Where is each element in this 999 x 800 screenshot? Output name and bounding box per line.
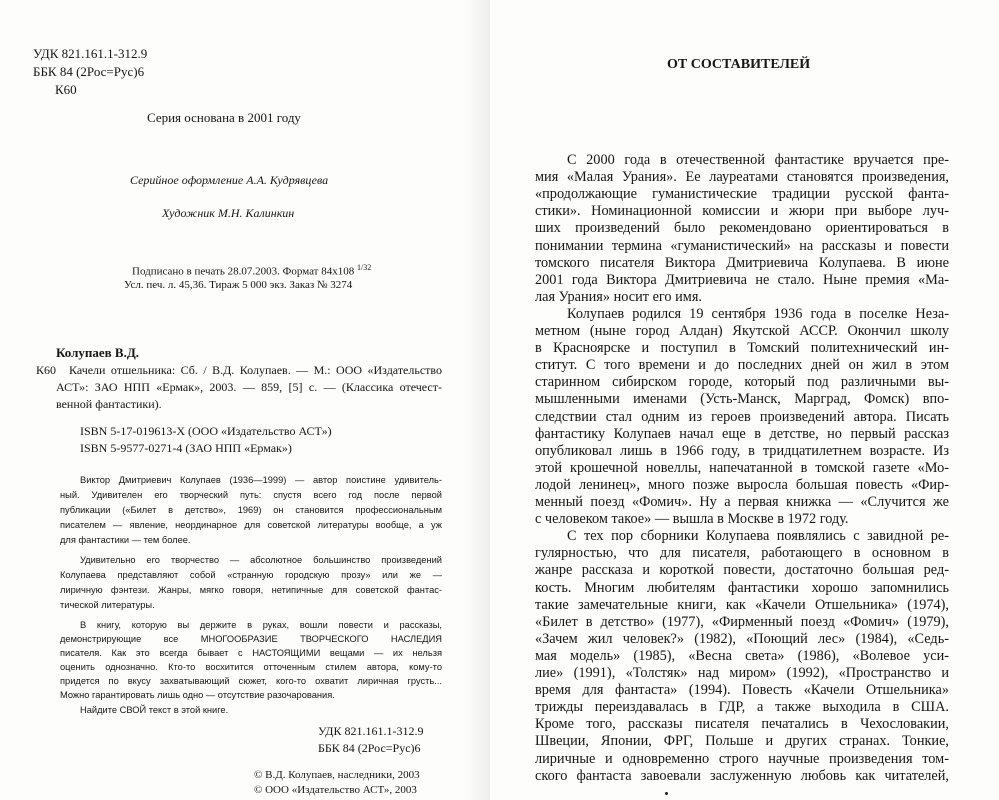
preface-line: такие замечательные книги, как «Качели Отшельника» (1974),	[535, 596, 949, 613]
preface-line: ститут. С того времени и до последних дней он жил в этом	[535, 357, 949, 374]
isbn-line: ISBN 5-17-019613-X (ООО «Издательство АСТ»)	[80, 424, 332, 438]
design-credit: Серийное оформление А.А. Кудрявцева	[130, 173, 329, 187]
preface-line: Кроме того, рассказы писателя печатались в Чехословакии,	[535, 716, 949, 733]
bottom-udk: УДК 821.161.1-312.9	[318, 724, 424, 738]
author-mark: К60	[55, 82, 77, 97]
preface-line: томского писателя Виктора Дмитриевича Колупаева. В июне	[535, 254, 949, 271]
preface-line: в Красноярске и поступил в Томский политехнический ин-	[535, 340, 949, 357]
catalog-mark: К60	[36, 363, 57, 377]
preface-line: ших произведений было рекомендовано ориентироваться в	[535, 220, 949, 237]
preface-line: старинном сибирском городе, который под различными вы-	[535, 374, 949, 391]
preface-line: лая Урания» носит его имя.	[535, 288, 702, 305]
preface-line: понимании термина «гуманистический» на рассказы и повести	[535, 237, 949, 254]
preface-line: Швеции, Японии, ФРГ, Польше и других странах. Тонкие,	[535, 733, 949, 750]
annotation-line: придется по вкусу захватывающий сюжет, кого-то охватит лиричная грусть...	[60, 676, 442, 686]
annotation-line: для фантастики — тем более.	[60, 535, 191, 545]
preface-line: гулярностью, что для писателя, работающего в основном в	[535, 545, 949, 562]
annotation-line: демонстрирующие все МНОГООБРАЗИЕ ТВОРЧЕСКОГО НАСЛЕДИЯ	[60, 634, 442, 644]
preface-line: трижды переиздавалась в ГДР, а также выходила в США.	[535, 699, 949, 716]
preface-line: менный поезд «Фомич». Ну а первая книжка — «Случится же	[535, 494, 949, 510]
annotation-line: В книгу, которую вы держите в руках, вошли повести и рассказы,	[80, 620, 442, 630]
copyright-author: © В.Д. Колупаев, наследники, 2003	[254, 769, 420, 781]
copyright-publisher: © ООО «Издательство АСТ», 2003	[254, 784, 417, 796]
series-note: Серия основана в 2001 году	[147, 110, 301, 125]
preface-line: метном (ныне город Алдан) Якутской АССР. Окончил школу	[535, 323, 949, 339]
annotation-line: Виктор Дмитриевич Колупаев (1936—1999) — автор поистине удивитель-	[80, 475, 442, 485]
preface-line: С тех пор сборники Колупаева появлялись с завидной ре-	[567, 528, 949, 545]
preface-line: этой крошечной новеллы, напечатанной в томской газете «Мо-	[535, 459, 949, 476]
bottom-bbk: ББК 84 (2Рос=Рус)6	[318, 741, 421, 755]
preface-line: лодой ленинец», много позже выросла большая повесть «Фир-	[535, 476, 949, 493]
print-info-line2: Усл. печ. л. 45,36. Тираж 5 000 экз. Заказ № 3274	[124, 279, 353, 291]
preface-line: лие» (1991), «Толстяк» над миром» (1992), «Пространство и	[535, 665, 949, 681]
preface-page	[490, 0, 999, 800]
catalog-line: венной фантастики).	[56, 397, 162, 411]
bbk-code: ББК 84 (2Рос=Рус)6	[33, 64, 145, 79]
annotation-line: Можно гарантировать лишь одно — отсутствие разочарования.	[60, 690, 335, 700]
preface-line: фантастику Колупаев начал еще в детстве, но первый рассказ	[535, 425, 949, 442]
annotation-line: Удивительно его творчество — абсолютное большинство произведений	[80, 555, 442, 565]
preface-line: мышленными именами (Усть-Манск, Марград, Фомск) впо-	[535, 391, 949, 408]
preface-line: время для фантаста» (1994). Повесть «Качели Отшельника»	[535, 682, 949, 699]
udk-code: УДК 821.161.1-312.9	[33, 46, 148, 61]
preface-line: лиричные и одновременно строго научные произведения том-	[535, 750, 949, 767]
annotation-line: писателя. Как это всегда бывает с НАСТОЯЩИМИ вещами — их нельзя	[60, 648, 442, 658]
preface-line: стики». Номинационной комиссии и жюри при выборе луч-	[535, 203, 949, 220]
annotation-line: Колупаева представляют собой «странную городскую прозу» или же —	[60, 570, 442, 580]
preface-line: ского фантаста завоевали заслуженную любовь как читателей,	[535, 767, 949, 784]
annotation-line: ный. Удивителен его творческий путь: спустя всего год после первой	[60, 490, 442, 500]
preface-line: С 2000 года в отечественной фантастике вручается пре-	[567, 152, 949, 168]
isbn-line: ISBN 5-9577-0271-4 (ЗАО НПП «Ермак»)	[80, 441, 292, 455]
preface-line: «Билет в детство» (1977), «Фирменный поезд «Фомич» (1979),	[535, 613, 949, 630]
preface-line: мая модель» (1985), «Весна света» (1986), «Волевое уси-	[535, 647, 949, 664]
page-gutter-shadow	[464, 0, 490, 800]
preface-line: опубликовал лишь в 1966 году, в тридцатилетнем возрасте. Из	[535, 442, 949, 459]
annotation-line: оценить однозначно. Кто-то восхитится отточенным стилем автора, кому-то	[60, 662, 442, 672]
annotation-line: писателем — явление, неординарное для советской литературы вообще, а уж	[60, 520, 442, 530]
preface-line: жанре рассказа и короткой повести, достаточно большая ред-	[535, 562, 949, 579]
artist-credit: Художник М.Н. Калинкин	[162, 206, 295, 220]
catalog-line: АСТ»: ЗАО НПП «Ермак», 2003. — 859, [5] с. — (Классика отечест-	[56, 380, 442, 394]
print-fraction: 1/32	[357, 263, 372, 272]
catalog-author: Колупаев В.Д.	[56, 345, 140, 360]
print-info-line1	[132, 263, 371, 278]
preface-line: «продолжающие гуманистические традиции русской фанта-	[535, 186, 949, 203]
preface-heading: ОТ СОСТАВИТЕЛЕЙ	[667, 57, 811, 72]
annotation-line: лиричную фэнтези. Жанры, мягко говоря, нетипичные для советской фантас-	[60, 585, 442, 595]
imprint-page	[0, 0, 490, 800]
annotation-line: Найдите СВОЙ текст в этой книге.	[80, 705, 229, 715]
annotation-line: тической литературы.	[60, 600, 155, 610]
scan-speck	[665, 792, 668, 795]
print-format: Подписано в печать 28.07.2003. Формат 84x108	[132, 265, 355, 278]
preface-line: с человеком такое» — вышла в Москве в 1972 году.	[535, 511, 849, 528]
preface-line: Колупаев родился 19 сентября 1936 года в поселке Неза-	[567, 305, 949, 322]
annotation-line: публикации («Билет в детство», 1969) он становится профессиональным	[60, 505, 442, 515]
preface-line: «Зачем жил человек?» (1982), «Поющий лес» (1984), «Седь-	[535, 630, 949, 647]
catalog-line: Качели отшельника: Сб. / В.Д. Колупаев. — М.: ООО «Издательство	[69, 363, 442, 377]
preface-line: следствии стал одним из героев произведений автора. Писать	[535, 408, 949, 425]
preface-line: кость. Многим любителям фантастики хорошо запомнились	[535, 579, 949, 596]
preface-line: мия «Малая Урания». Ее лауреатами становятся произведения,	[535, 169, 949, 186]
preface-line: 2001 года Виктора Дмитриевича не стало. Ныне премия «Ма-	[535, 271, 949, 288]
